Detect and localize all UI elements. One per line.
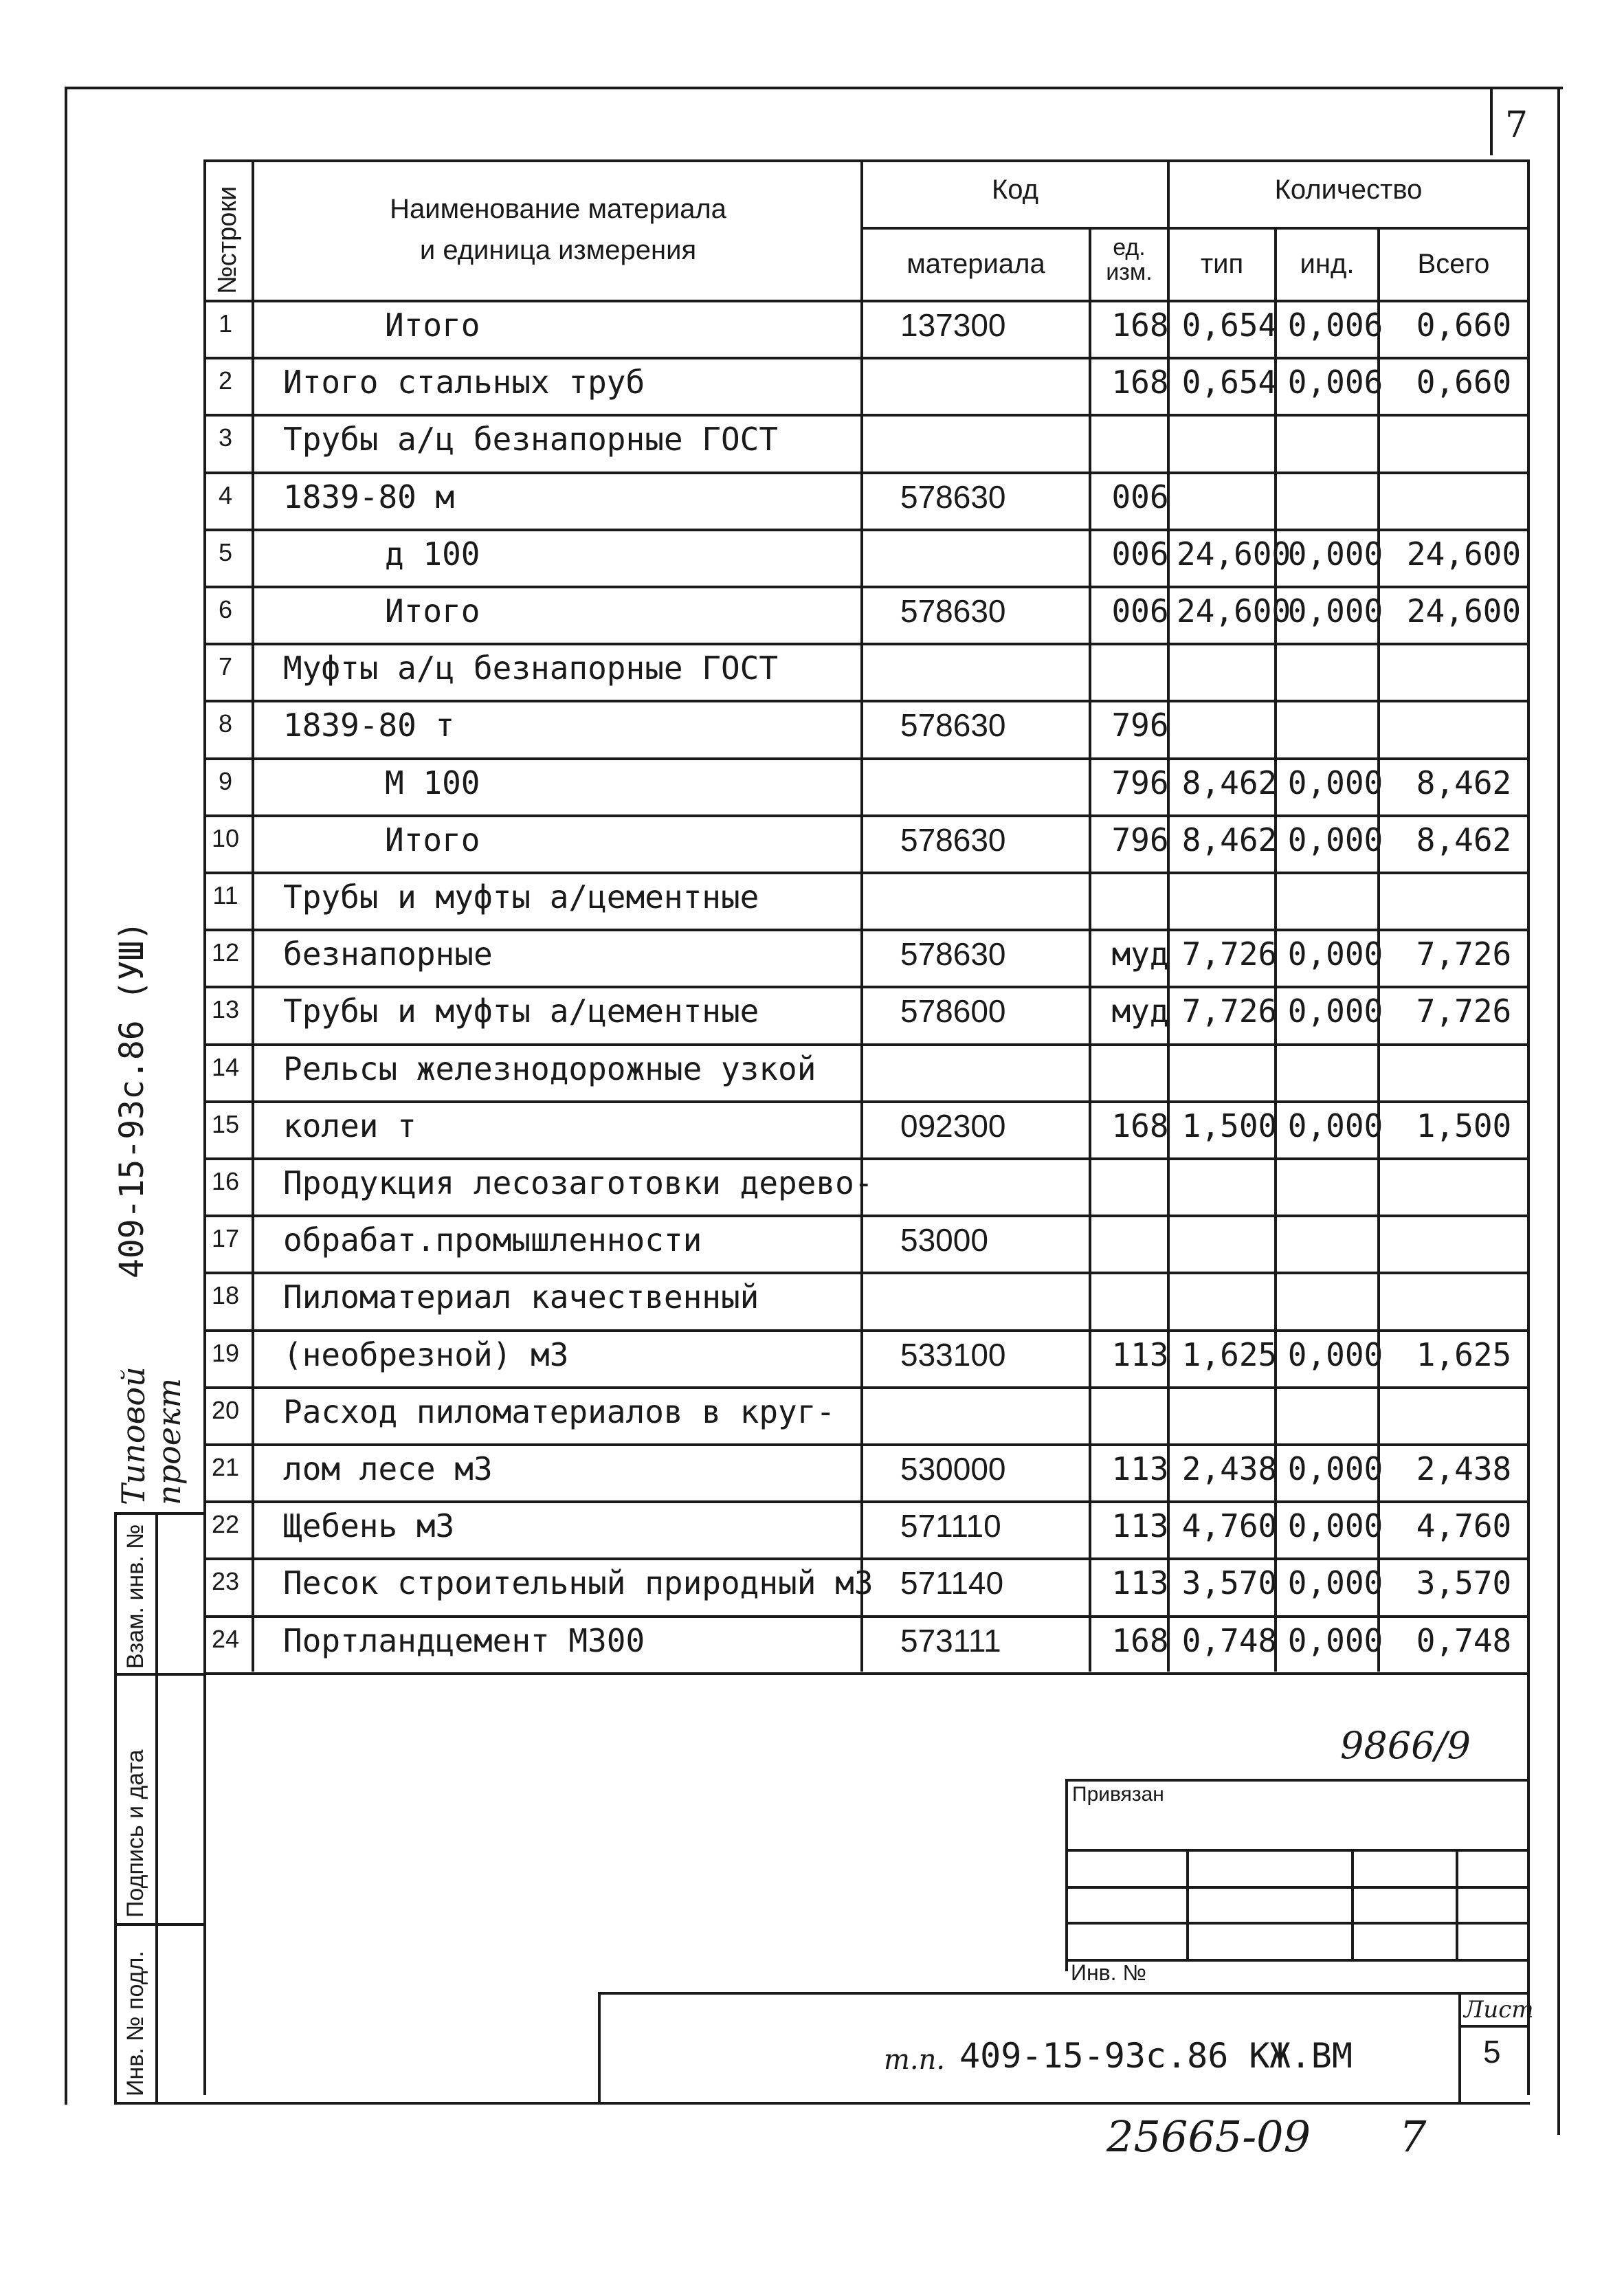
- margin-box-divider: [155, 1512, 158, 2105]
- qty-ind: 0,000: [1287, 1335, 1383, 1373]
- table-row-line: [203, 1443, 1530, 1446]
- material-name: д 100: [385, 535, 480, 573]
- table-row-line: [203, 1272, 1530, 1274]
- margin-inv-podl: Инв. № подл.: [122, 1951, 148, 2096]
- stamp-line-1: [1065, 1849, 1530, 1852]
- material-name: Портландцемент М300: [283, 1621, 645, 1659]
- material-name: (необрезной) м3: [283, 1335, 569, 1373]
- stamp-line-2: [1065, 1886, 1530, 1889]
- material-name: Трубы а/ц безнапорные ГОСТ: [283, 421, 779, 458]
- row-number: 14: [211, 1052, 240, 1081]
- qty-type: 7,726: [1181, 935, 1278, 973]
- material-code: 530000: [900, 1451, 1006, 1487]
- header-qty-ind: инд.: [1300, 249, 1355, 279]
- frame-top-line: [65, 87, 1563, 89]
- table-row-line: [203, 414, 1530, 417]
- stamp-handwritten-number: 9866/9: [1340, 1724, 1471, 1767]
- stamp-line-3: [1065, 1922, 1530, 1925]
- header-qty-total: Всего: [1417, 249, 1490, 279]
- header-code-material: материала: [906, 249, 1045, 279]
- qty-total: 24,600: [1406, 592, 1522, 630]
- table-row-line: [203, 1672, 1530, 1675]
- row-number: 18: [211, 1281, 240, 1310]
- stamp-left-line: [1065, 1779, 1068, 1971]
- qty-ind: 0,000: [1287, 1621, 1383, 1659]
- qty-ind: 0,000: [1287, 821, 1383, 858]
- stamp-col-3: [1456, 1849, 1458, 1959]
- material-code: 571110: [900, 1508, 1001, 1544]
- qty-type: 0,654: [1181, 364, 1278, 401]
- table-row-line: [203, 529, 1530, 531]
- material-name: Муфты а/ц безнапорные ГОСТ: [283, 650, 779, 687]
- frame-right-line: [1557, 87, 1560, 2135]
- table-row-line: [203, 1386, 1530, 1389]
- material-code: 571140: [900, 1565, 1004, 1601]
- table-row-line: [203, 1557, 1530, 1560]
- qty-ind: 0,000: [1287, 592, 1383, 630]
- qty-total: 1,625: [1416, 1335, 1512, 1373]
- material-code: 578630: [900, 478, 1006, 515]
- row-number: 20: [211, 1395, 240, 1424]
- row-number: 7: [218, 652, 233, 681]
- titleblock-sheet-divider: [1458, 1992, 1461, 2105]
- qty-total: 7,726: [1416, 935, 1512, 973]
- corner-box-left: [1490, 87, 1493, 155]
- material-name: 1839-80 м: [283, 478, 455, 515]
- margin-box-top: [114, 1512, 206, 1515]
- header-name-line1: Наименование материала: [390, 194, 726, 224]
- table-row-line: [203, 929, 1530, 931]
- qty-ind: 0,000: [1287, 764, 1383, 801]
- titleblock-sheet-line: [1458, 2025, 1530, 2028]
- table-row-line: [203, 643, 1530, 645]
- row-number: 1: [218, 309, 233, 337]
- row-number: 22: [211, 1510, 240, 1539]
- material-name: Итого: [385, 307, 480, 344]
- frame-left-line: [65, 87, 67, 2105]
- qty-type: 8,462: [1181, 764, 1278, 801]
- unit-code: 113: [1111, 1564, 1169, 1602]
- header-qty-type: тип: [1200, 249, 1244, 279]
- unit-code: 796: [1111, 764, 1169, 801]
- titleblock-top-line: [598, 1992, 1530, 1995]
- material-name: М 100: [385, 764, 480, 801]
- margin-project-type: Типовой проект: [115, 1366, 188, 1505]
- stamp-col-1: [1186, 1849, 1189, 1959]
- qty-ind: 0,000: [1287, 993, 1383, 1030]
- table-row-line: [203, 1043, 1530, 1046]
- titleblock-sheet-label: Лист: [1464, 1996, 1534, 2023]
- header-mid-line: [860, 227, 1530, 230]
- table-row-line: [203, 472, 1530, 474]
- titleblock-sheet-number: 5: [1483, 2034, 1501, 2070]
- qty-total: 8,462: [1416, 821, 1512, 858]
- material-name: Продукция лесозаготовки дерево-: [283, 1164, 874, 1201]
- header-row-number: №строки: [213, 186, 242, 294]
- material-name: Итого: [385, 821, 480, 858]
- material-name: Щебень м3: [283, 1507, 455, 1545]
- table-row-line: [203, 757, 1530, 760]
- row-number: 10: [211, 823, 240, 852]
- stamp-privyazan-label: Привязан: [1072, 1783, 1164, 1806]
- material-code: 578630: [900, 707, 1006, 744]
- footer-handwritten-code: 25665-09: [1106, 2111, 1311, 2162]
- stamp-top-line: [1065, 1779, 1530, 1782]
- unit-code: 796: [1111, 707, 1169, 744]
- qty-ind: 0,000: [1287, 1507, 1383, 1545]
- unit-code: 168: [1111, 307, 1169, 344]
- material-code: 137300: [900, 307, 1006, 343]
- qty-type: 7,726: [1181, 993, 1278, 1030]
- unit-code: 006: [1111, 592, 1169, 630]
- unit-code: 113: [1111, 1507, 1169, 1545]
- row-number: 13: [211, 995, 240, 1024]
- footer-handwritten-page: 7: [1399, 2111, 1427, 2162]
- material-name: Расход пиломатериалов в круг-: [283, 1393, 836, 1430]
- stamp-col-2: [1351, 1849, 1354, 1959]
- titleblock-prefix: т.п.: [884, 2044, 946, 2076]
- header-code-unit: ед. изм.: [1106, 234, 1153, 285]
- material-name: Рельсы железнодорожные узкой: [283, 1050, 816, 1087]
- material-code: 578630: [900, 593, 1006, 629]
- row-number: 6: [218, 595, 233, 623]
- material-name: Итого стальных труб: [283, 364, 645, 401]
- row-number: 2: [218, 366, 233, 395]
- qty-total: 3,570: [1416, 1564, 1512, 1602]
- row-number: 5: [218, 537, 233, 566]
- qty-total: 4,760: [1416, 1507, 1512, 1545]
- qty-ind: 0,000: [1287, 1450, 1383, 1487]
- table-row-line: [203, 814, 1530, 817]
- table-row-line: [203, 357, 1530, 359]
- unit-code: 006: [1111, 478, 1169, 515]
- material-name: Трубы и муфты а/цементные: [283, 993, 759, 1030]
- header-code: Код: [991, 175, 1038, 205]
- table-row-line: [203, 1215, 1530, 1217]
- qty-type: 8,462: [1181, 821, 1278, 858]
- col-line-rownum: [252, 159, 254, 1672]
- row-number: 12: [211, 938, 240, 967]
- table-row-line: [203, 1329, 1530, 1332]
- table-top-line: [203, 159, 1530, 162]
- unit-code: 113: [1111, 1450, 1169, 1487]
- margin-podpis-data: Подпись и дата: [122, 1749, 148, 1918]
- row-number: 9: [218, 766, 233, 795]
- material-name: колеи т: [283, 1107, 416, 1144]
- qty-total: 7,726: [1416, 993, 1512, 1030]
- material-name: Трубы и муфты а/цементные: [283, 878, 759, 916]
- material-code: 533100: [900, 1336, 1006, 1373]
- material-name: лом лесе м3: [283, 1450, 493, 1487]
- row-number: 19: [211, 1338, 240, 1367]
- table-row-line: [203, 986, 1530, 988]
- qty-type: 1,500: [1181, 1107, 1278, 1144]
- qty-type: 3,570: [1181, 1564, 1278, 1602]
- margin-box-left: [114, 1512, 117, 2105]
- material-code: 092300: [900, 1107, 1006, 1144]
- material-code: 573111: [900, 1622, 1001, 1659]
- corner-page-number: 7: [1505, 104, 1528, 146]
- material-code: 578630: [900, 936, 1006, 973]
- unit-code: 168: [1111, 1107, 1169, 1144]
- unit-code: 168: [1111, 364, 1169, 401]
- table-row-line: [203, 1100, 1530, 1103]
- table-row-line: [203, 1500, 1530, 1503]
- material-code: 578600: [900, 993, 1006, 1030]
- row-number: 16: [211, 1167, 240, 1195]
- material-code: 53000: [900, 1222, 988, 1259]
- material-name: безнапорные: [283, 935, 493, 973]
- row-number: 3: [218, 423, 233, 452]
- qty-type: 1,625: [1181, 1335, 1278, 1373]
- col-line-name: [860, 159, 863, 1672]
- qty-total: 8,462: [1416, 764, 1512, 801]
- row-number: 23: [211, 1567, 240, 1596]
- table-row-line: [203, 872, 1530, 874]
- margin-box-line-1: [114, 1673, 206, 1676]
- row-number: 24: [211, 1624, 240, 1653]
- header-quantity: Количество: [1274, 175, 1423, 205]
- material-name: Пиломатериал качественный: [283, 1278, 759, 1316]
- qty-type: 24,600: [1177, 592, 1291, 630]
- qty-total: 1,500: [1416, 1107, 1512, 1144]
- qty-total: 0,660: [1416, 364, 1512, 401]
- titleblock-designation: 409-15-93с.86 КЖ.ВМ: [959, 2036, 1353, 2076]
- stamp-inv-no-label: Инв. №: [1071, 1960, 1146, 1985]
- unit-code: 168: [1111, 1621, 1169, 1659]
- material-name: Итого: [385, 592, 480, 630]
- qty-total: 0,748: [1416, 1621, 1512, 1659]
- qty-type: 0,654: [1181, 307, 1278, 344]
- table-row-line: [203, 586, 1530, 588]
- row-number: 21: [211, 1453, 240, 1481]
- unit-code: муд: [1111, 993, 1169, 1030]
- qty-total: 2,438: [1416, 1450, 1512, 1487]
- unit-code: 796: [1111, 821, 1169, 858]
- unit-code: 113: [1111, 1335, 1169, 1373]
- margin-doc-code: 409-15-93с.86 (УШ): [113, 920, 151, 1278]
- qty-ind: 0,000: [1287, 535, 1383, 573]
- qty-ind: 0,000: [1287, 1107, 1383, 1144]
- unit-code: 006: [1111, 535, 1169, 573]
- qty-total: 24,600: [1406, 535, 1522, 573]
- qty-type: 0,748: [1181, 1621, 1278, 1659]
- qty-type: 24,600: [1177, 535, 1291, 573]
- row-number: 8: [218, 709, 233, 738]
- unit-code: муд: [1111, 935, 1169, 973]
- table-row-line: [203, 1615, 1530, 1618]
- qty-ind: 0,006: [1287, 307, 1383, 344]
- qty-ind: 0,000: [1287, 1564, 1383, 1602]
- header-name-line2: и единица измерения: [419, 235, 697, 265]
- qty-total: 0,660: [1416, 307, 1512, 344]
- margin-box-line-2: [114, 1923, 206, 1926]
- material-code: 578630: [900, 821, 1006, 858]
- margin-box-bottom: [114, 2102, 1530, 2105]
- material-name: 1839-80 т: [283, 707, 455, 744]
- titleblock-left-line: [598, 1992, 601, 2105]
- material-name: Песок строительный природный м3: [283, 1564, 874, 1602]
- material-name: обрабат.промышленности: [283, 1221, 702, 1259]
- row-number: 15: [211, 1109, 240, 1138]
- qty-type: 2,438: [1181, 1450, 1278, 1487]
- margin-vzam-inv: Взам. инв. №: [122, 1524, 148, 1669]
- qty-type: 4,760: [1181, 1507, 1278, 1545]
- qty-ind: 0,006: [1287, 364, 1383, 401]
- table-row-line: [203, 700, 1530, 702]
- qty-ind: 0,000: [1287, 935, 1383, 973]
- row-number: 4: [218, 480, 233, 509]
- header-bottom-line: [203, 300, 1530, 302]
- row-number: 17: [211, 1224, 240, 1253]
- row-number: 11: [212, 881, 238, 909]
- table-row-line: [203, 1157, 1530, 1160]
